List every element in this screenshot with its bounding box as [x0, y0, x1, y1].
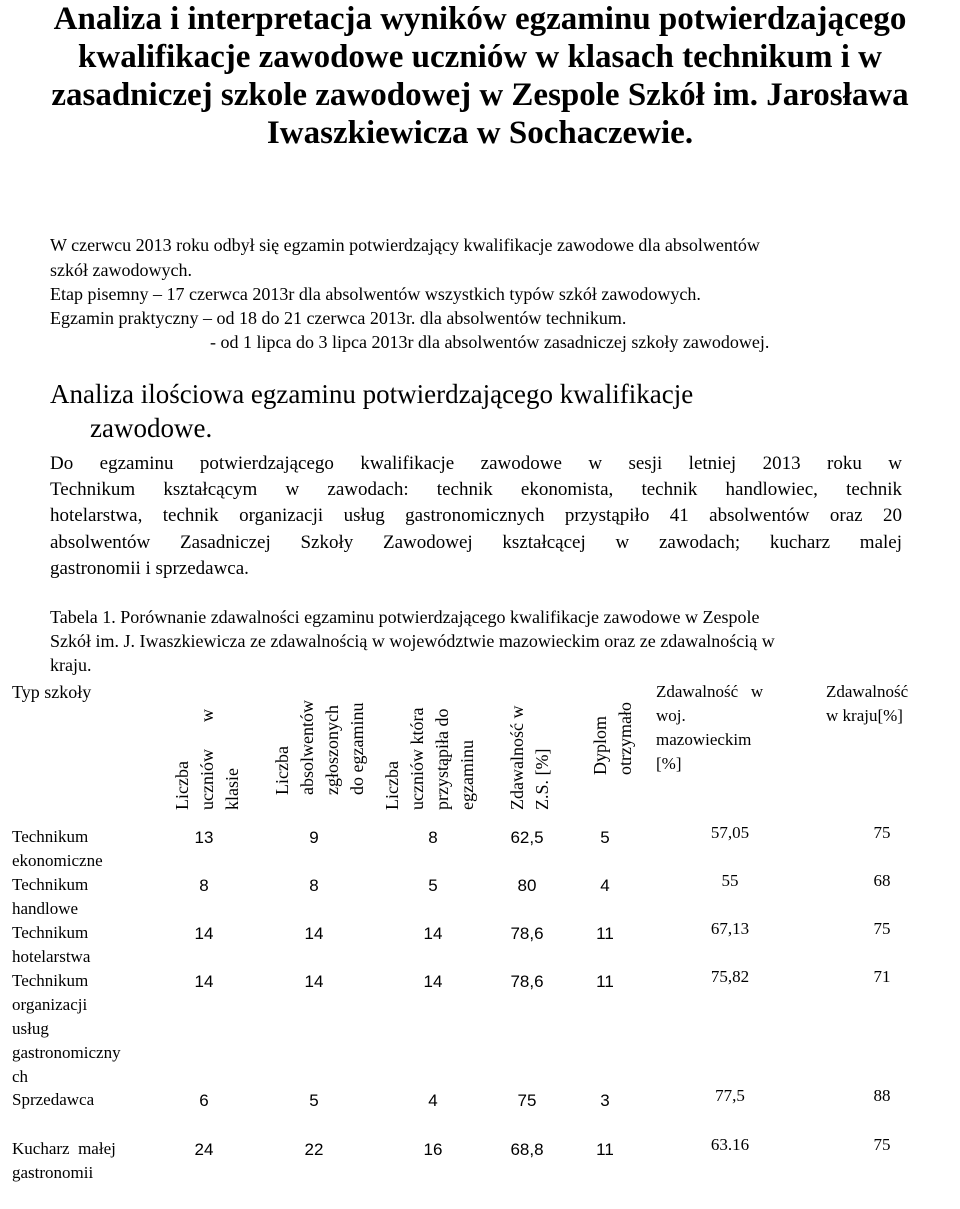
- cell-pass-kraj: 75: [873, 823, 891, 842]
- cell-diploma: 5: [600, 828, 610, 847]
- cell-pass-woj: 63.16: [710, 1135, 750, 1154]
- cell-pass-woj: 77,5: [715, 1086, 745, 1105]
- row-school-type: [12, 825, 157, 873]
- header-students-line-1: Liczba: [172, 761, 192, 810]
- row-school-type-line: Kucharz małej: [12, 1139, 116, 1158]
- row-school-type-line: organizacji: [12, 995, 88, 1014]
- row-school-type-line: handlowe: [12, 899, 79, 918]
- cell-registered: 8: [309, 876, 319, 895]
- cell-registered: 14: [304, 924, 324, 943]
- cell-took: 5: [428, 876, 438, 895]
- cell-pass-zs: 68,8: [510, 1140, 544, 1159]
- row-school-type: [12, 1137, 157, 1185]
- header-students-line-2: uczniów w: [197, 709, 217, 810]
- header-took-line-1: Liczba: [382, 761, 402, 810]
- row-school-type-line: Sprzedawca: [12, 1090, 95, 1109]
- cell-pass-woj: 67,13: [710, 919, 750, 938]
- header-pass-kraj-line-2: w kraju[%]: [826, 706, 903, 725]
- row-school-type: [12, 873, 157, 921]
- cell-students: 6: [199, 1091, 209, 1110]
- header-pass-zs-line-1: Zdawalność w: [507, 705, 527, 810]
- cell-students: 13: [194, 828, 214, 847]
- cell-pass-zs: 80: [517, 876, 537, 895]
- header-pass-woj-line-3: mazowieckim: [656, 730, 752, 749]
- cell-pass-zs: 62,5: [510, 828, 544, 847]
- header-diploma: [588, 680, 638, 775]
- intro-line-2: szkół zawodowych.: [50, 260, 192, 280]
- header-took-line-2: uczniów która: [407, 707, 427, 810]
- header-pass-kraj-line-1: Zdawalność: [826, 682, 909, 701]
- header-pass-woj: [656, 680, 801, 776]
- cell-pass-zs: 78,6: [510, 924, 544, 943]
- cell-took: 4: [428, 1091, 438, 1110]
- header-students: [170, 680, 245, 810]
- header-took-line-3: przystąpiła do: [432, 708, 452, 810]
- intro-line-1: W czerwcu 2013 roku odbył się egzamin potwierdzający kwalifikacje zawodowe dla absolwentów: [50, 235, 760, 255]
- paragraph-line-5: gastronomii i sprzedawca.: [50, 557, 249, 579]
- cell-diploma: 3: [600, 1091, 610, 1110]
- section-heading-line-1: Analiza ilościowa egzaminu potwierdzającego kwalifikacje: [50, 379, 694, 409]
- header-pass-zs-line-2: Z.S. [%]: [532, 748, 552, 810]
- header-registered-line-2: absolwentów: [297, 700, 317, 795]
- cell-pass-woj: 57,05: [710, 823, 750, 842]
- cell-pass-kraj: 71: [873, 967, 891, 986]
- paragraph-line-4: absolwentów Zasadniczej Szkoły Zawodowej kształcącej w zawodach; kucharz malej: [50, 531, 902, 553]
- row-school-type: [12, 969, 157, 1089]
- cell-pass-zs: 75: [517, 1091, 537, 1110]
- cell-pass-woj: 55: [721, 871, 739, 890]
- cell-pass-kraj: 68: [873, 871, 891, 890]
- row-school-type-line: Technikum: [12, 827, 89, 846]
- caption-line-2: Szkół im. J. Iwaszkiewicza ze zdawalnością w województwie mazowieckim oraz ze zdawalnością w: [50, 631, 775, 651]
- row-school-type: [12, 921, 157, 969]
- cell-registered: 5: [309, 1091, 319, 1110]
- row-school-type-line: Technikum: [12, 875, 89, 894]
- cell-diploma: 11: [596, 972, 614, 991]
- paragraph-line-1: Do egzaminu potwierdzającego kwalifikacje zawodowe w sesji letniej 2013 roku w: [50, 453, 902, 474]
- cell-diploma: 11: [596, 1140, 614, 1159]
- row-school-type-line: usług: [12, 1019, 49, 1038]
- row-school-type-line: Technikum: [12, 923, 89, 942]
- intro-line-4: Egzamin praktyczny – od 18 do 21 czerwca 2013r. dla absolwentów technikum.: [50, 308, 627, 328]
- row-school-type-line: gastronomii: [12, 1163, 94, 1182]
- cell-students: 14: [194, 924, 214, 943]
- cell-registered: 22: [304, 1140, 324, 1159]
- row-school-type-line: gastronomiczny: [12, 1043, 121, 1062]
- header-registered: [270, 680, 370, 795]
- row-school-type-line: hotelarstwa: [12, 947, 91, 966]
- cell-took: 8: [428, 828, 438, 847]
- header-pass-woj-line-4: [%]: [656, 754, 682, 773]
- row-school-type: [12, 1088, 157, 1112]
- caption-line-1: Tabela 1. Porównanie zdawalności egzaminu potwierdzającego kwalifikacje zawodowe w Zespole: [50, 607, 760, 627]
- document-title: Analiza i interpretacja wyników egzaminu potwierdzającego kwalifikacje zawodowe uczniów w klasach technikum i w zasadniczej szkole zawodowej w Zespole Szkół im. Jarosława Iwaszkiewicza w Sochaczewie.: [51, 1, 909, 151]
- cell-registered: 14: [304, 972, 324, 991]
- cell-pass-kraj: 88: [873, 1086, 891, 1105]
- cell-students: 8: [199, 876, 209, 895]
- row-school-type-line: ekonomiczne: [12, 851, 103, 870]
- caption-line-3: kraju.: [50, 655, 92, 675]
- section-heading-line-2: zawodowe.: [90, 413, 213, 443]
- cell-diploma: 11: [596, 924, 614, 943]
- header-registered-line-4: do egzaminu: [347, 702, 367, 795]
- cell-pass-kraj: 75: [873, 919, 891, 938]
- header-diploma-line-2: otrzymało: [615, 702, 635, 775]
- header-type: Typ szkoły: [12, 682, 92, 702]
- header-took-line-4: egzaminu: [457, 740, 477, 810]
- row-school-type-line: Technikum: [12, 971, 89, 990]
- cell-pass-kraj: 75: [873, 1135, 891, 1154]
- intro-line-5: - od 1 lipca do 3 lipca 2013r dla absolwentów zasadniczej szkoły zawodowej.: [210, 332, 770, 352]
- cell-took: 14: [423, 924, 443, 943]
- paragraph-line-3: hotelarstwa, technik organizacji usług gastronomicznych przystąpiło 41 absolwentów oraz 20: [50, 505, 902, 527]
- header-diploma-line-1: Dyplom: [590, 715, 610, 775]
- header-pass-zs: [505, 680, 555, 810]
- cell-diploma: 4: [600, 876, 610, 895]
- header-students-line-3: klasie: [222, 768, 242, 810]
- header-pass-woj-line-2: woj.: [656, 706, 686, 725]
- cell-took: 14: [423, 972, 443, 991]
- cell-pass-zs: 78,6: [510, 972, 544, 991]
- cell-students: 14: [194, 972, 214, 991]
- header-registered-line-3: zgłoszonych: [322, 705, 342, 795]
- cell-registered: 9: [309, 828, 319, 847]
- cell-pass-woj: 75,82: [710, 967, 750, 986]
- paragraph-line-2: Technikum kształcącym w zawodach: technik ekonomista, technik handlowiec, technik: [50, 479, 902, 501]
- header-pass-woj-line-1: Zdawalność w: [656, 682, 764, 701]
- header-registered-line-1: Liczba: [272, 746, 292, 795]
- section-paragraph: [50, 451, 902, 582]
- header-took: [380, 680, 480, 810]
- intro-line-3: Etap pisemny – 17 czerwca 2013r dla absolwentów wszystkich typów szkół zawodowych.: [50, 284, 701, 304]
- header-pass-kraj: [826, 680, 956, 728]
- row-school-type-line: ch: [12, 1067, 29, 1086]
- cell-took: 16: [423, 1140, 443, 1159]
- cell-students: 24: [194, 1140, 214, 1159]
